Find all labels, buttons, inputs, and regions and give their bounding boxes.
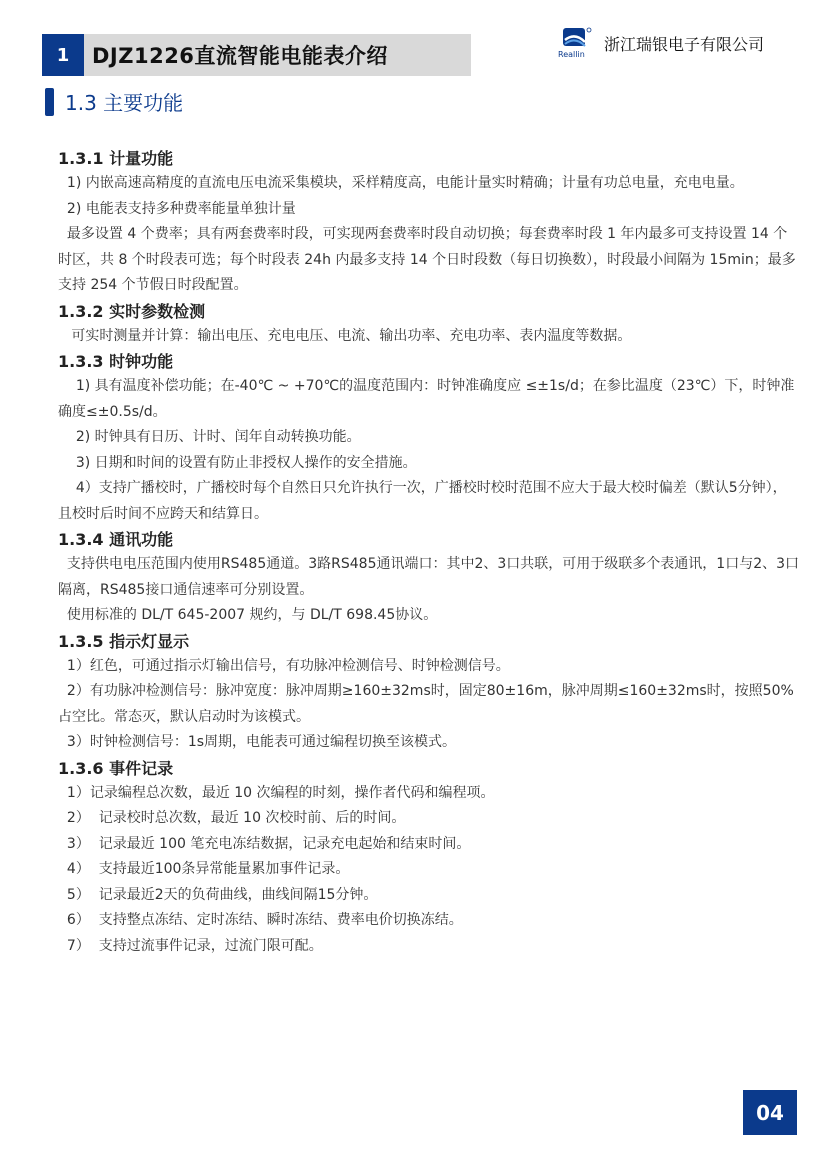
paragraph: 3) 日期和时间的设置有防止非授权人操作的安全措施。 xyxy=(58,454,417,471)
subsection-title-4: 1.3.4 通讯功能 xyxy=(58,530,174,549)
subsection-title-6: 1.3.6 事件记录 xyxy=(58,758,174,778)
company-name: 浙江瑞银电子有限公司 xyxy=(604,35,765,54)
paragraph: 2) 时钟具有日历、计时、闰年自动转换功能。 xyxy=(58,429,361,445)
paragraph: 2）有功脉冲检测信号：脉冲宽度：脉冲周期≥160±32ms时，固定80±16m，脉冲周期≤160±32ms时，按照50%占空比。常态灭，默认启动时为该模式。 xyxy=(58,683,794,725)
section-marker xyxy=(45,88,54,116)
list-item: 4） 支持最近100条异常能量累加事件记录。 xyxy=(58,861,350,877)
paragraph: 3）时钟检测信号：1s周期，电能表可通过编程切换至该模式。 xyxy=(58,734,457,750)
chapter-title: DJZ1226直流智能电能表介绍 xyxy=(84,34,471,76)
list-item: 7） 支持过流事件记录，过流门限可配。 xyxy=(58,937,323,954)
paragraph: 1) 内嵌高速高精度的直流电压电流采集模块，采样精度高，电能计量实时精确；计量有功总电量，充电电量。 xyxy=(58,175,744,191)
paragraph: 使用标准的 DL/T 645-2007 规约，与 DL/T 698.45协议。 xyxy=(58,607,438,623)
list-item: 6） 支持整点冻结、定时冻结、瞬时冻结、费率电价切换冻结。 xyxy=(58,912,463,928)
subsection-title-3: 1.3.3 时钟功能 xyxy=(58,352,174,371)
logo-subtext: Reallin xyxy=(558,50,585,59)
subsection-title-2: 1.3.2 实时参数检测 xyxy=(58,301,206,321)
paragraph: 支持供电电压范围内使用RS485通道。3路RS485通讯端口：其中2、3口共联，可用于级联多个表通讯，1口与2、3口隔离，RS485接口通信速率可分别设置。 xyxy=(58,556,800,598)
list-item: 1）记录编程总次数，最近 10 次编程的时刻，操作者代码和编程项。 xyxy=(58,784,495,801)
list-item: 2） 记录校时总次数，最近 10 次校时前、后的时间。 xyxy=(58,810,406,826)
paragraph: 4）支持广播校时，广播校时每个自然日只允许执行一次，广播校时校时范围不应大于最大校时偏差（默认5分钟），且校时后时间不应跨天和结算日。 xyxy=(58,480,787,522)
section-title: 1.3 主要功能 xyxy=(65,91,184,115)
paragraph: 可实时测量并计算：输出电压、充电电压、电流、输出功率、充电功率、表内温度等数据。 xyxy=(58,327,632,344)
list-item: 5） 记录最近2天的负荷曲线，曲线间隔15分钟。 xyxy=(58,886,378,903)
paragraph: 2) 电能表支持多种费率能量单独计量 xyxy=(58,200,296,217)
page-number: 04 xyxy=(743,1090,797,1135)
subsection-title-1: 1.3.1 计量功能 xyxy=(58,149,174,168)
chapter-number: 1 xyxy=(42,34,84,76)
list-item: 3） 记录最近 100 笔充电冻结数据，记录充电起始和结束时间。 xyxy=(58,835,471,852)
paragraph: 1）红色，可通过指示灯输出信号，有功脉冲检测信号、时钟检测信号。 xyxy=(58,657,510,674)
subsection-title-5: 1.3.5 指示灯显示 xyxy=(58,631,190,651)
paragraph: 1) 具有温度补偿功能；在-40℃ ~ +70℃的温度范围内：时钟准确度应 ≤±1s/d；在参比温度（23℃）下，时钟准确度≤±0.5s/d。 xyxy=(58,378,795,420)
main-content xyxy=(58,146,800,959)
paragraph: 最多设置 4 个费率；具有两套费率时段，可实现两套费率时段自动切换；每套费率时段 1 年内最多可支持设置 14 个时区，共 8 个时段表可选；每个时段表 24h 内最多支持 14 个日时段数（每日切换数），时段最小间隔为 15min；最多支持 254 个节假日时段配置。 xyxy=(58,226,796,293)
